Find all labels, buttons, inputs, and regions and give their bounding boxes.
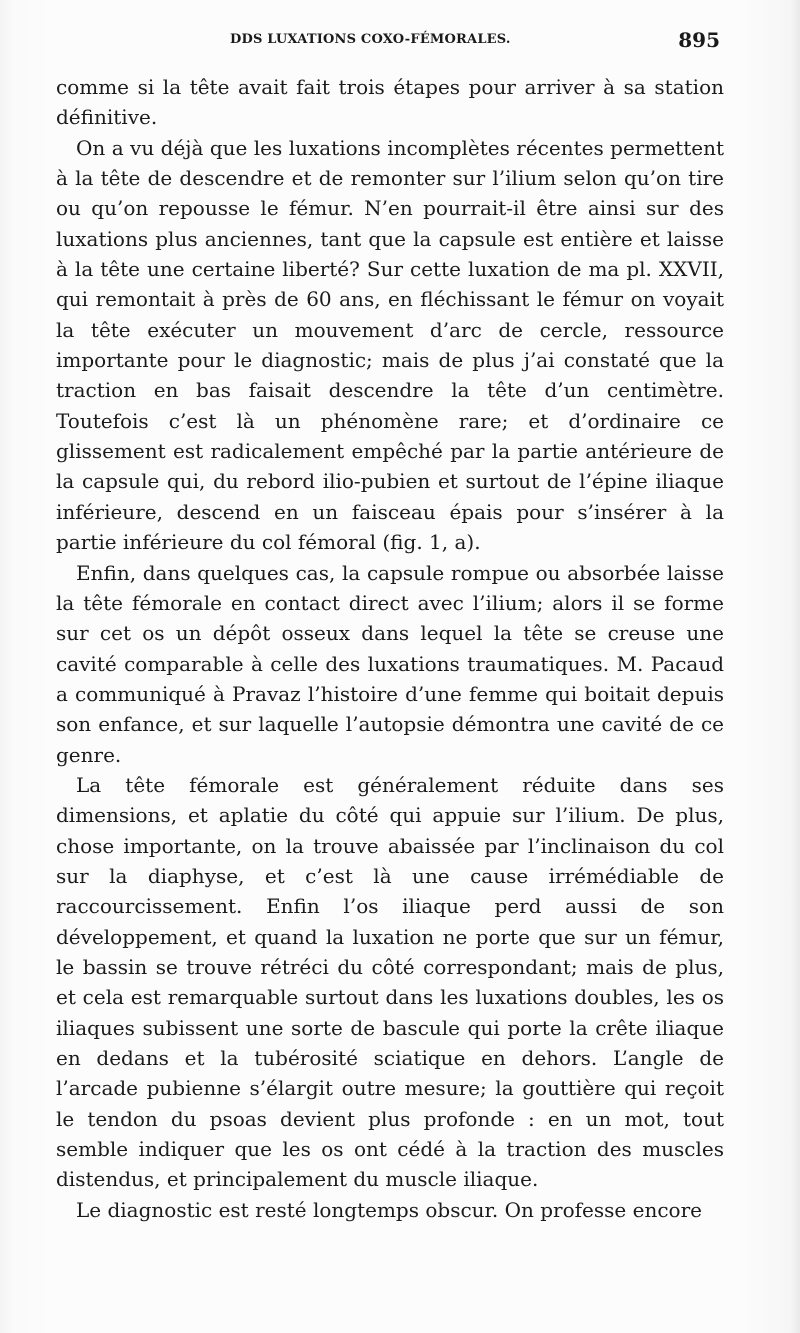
paragraph-luxations-incompletes: On a vu déjà que les luxations incomplètes récentes permettent à la tête de descendre et de remonter sur l’ilium selon qu’on tire ou qu’on repousse le fémur. N’en pourrait-il être ainsi sur des luxations plus anciennes, tant que la capsule est entière et laisse à la tête une certaine liberté? Sur cette luxation de ma pl. XXVII, qui remontait à près de 60 ans, en fléchissant le fémur on voyait la tête exécuter un mouvement d’arc de cercle, ressource importante pour le diagnostic; mais de plus j’ai constaté que la traction en bas faisait descendre la tête d’un centimètre. Toutefois c’est là un phénomène rare; et d’ordinaire ce glissement est radicalement empêché par la partie antérieure de la capsule qui, du rebord ilio-pubien et surtout de l’épine iliaque inférieure, descend en un faisceau épais pour s’insérer à la partie inférieure du col fémoral (fig. 1, a).	[56, 135, 724, 555]
paragraph-diagnostic: Le diagnostic est resté longtemps obscur. On professe encore	[76, 1197, 702, 1222]
paragraph-continuation: comme si la tête avait fait trois étapes pour arriver à sa station définitive.	[56, 75, 724, 130]
body-text	[56, 72, 724, 1225]
paragraph-capsule-rompue: Enfin, dans quelques cas, la capsule rompue ou absorbée laisse la tête fémorale en contact direct avec l’ilium; alors il se forme sur cet os un dépôt osseux dans lequel la tête se creuse une cavité comparable à celle des luxations traumatiques. M. Pacaud a communiqué à Pravaz l’histoire d’une femme qui boitait depuis son enfance, et sur laquelle l’autopsie démontra une cavité de ce genre.	[56, 560, 724, 767]
page-number: 895	[678, 28, 720, 52]
paragraph-tete-femorale: La tête fémorale est généralement réduite dans ses dimensions, et aplatie du côté qui appuie sur l’ilium. De plus, chose importante, on la trouve abaissée par l’inclinaison du col sur la diaphyse, et c’est là une cause irrémédiable de raccourcissement. Enfin l’os iliaque perd aussi de son développement, et quand la luxation ne porte que sur un fémur, le bassin se trouve rétréci du côté correspondant; mais de plus, et cela est remarquable surtout dans les luxations doubles, les os iliaques subissent une sorte de bascule qui porte la crête iliaque en dedans et la tubérosité sciatique en dehors. L’angle de l’arcade pubienne s’élargit outre mesure; la gouttière qui reçoit le tendon du psoas devient plus profonde : en un mot, tout semble indiquer que les os ont cédé à la traction des muscles distendus, et principalement du muscle iliaque.	[56, 772, 724, 1192]
running-header-title: DDS LUXATIONS COXO-FÉMORALES.	[230, 32, 511, 47]
